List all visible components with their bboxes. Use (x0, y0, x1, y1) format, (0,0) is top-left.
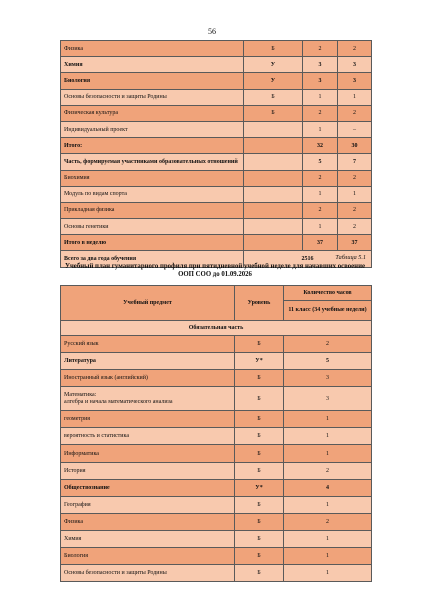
subject-name: Физика (61, 41, 244, 57)
table-row (61, 445, 372, 462)
hours-col-2: 3 (338, 73, 372, 89)
subject-name: Модуль по видам спорта (61, 186, 244, 202)
hours-col-1: 2 (303, 41, 338, 57)
subject-name: Основы безопасности и защиты Родины (61, 89, 244, 105)
subject-hours: 1 (284, 496, 372, 513)
hours-col-1: 1 (303, 121, 338, 137)
subject-name: Основы генетики (61, 219, 244, 235)
table-row (61, 462, 372, 479)
curriculum-table-continued (60, 40, 372, 268)
subject-name: Прикладная физика (61, 202, 244, 218)
subject-level: У (244, 57, 303, 73)
subject-level: Б (244, 89, 303, 105)
table-row (61, 105, 372, 121)
humanities-curriculum-table (60, 285, 372, 582)
subject-hours: 1 (284, 411, 372, 428)
table-row (61, 411, 372, 428)
subject-level: Б (235, 336, 284, 353)
hours-col-2: 30 (338, 138, 372, 154)
hours-col-2: 37 (338, 235, 372, 251)
hours-col-1: 32 (303, 138, 338, 154)
table2-header-row (61, 286, 372, 301)
table-row (61, 336, 372, 353)
subject-name: Химия (61, 530, 235, 547)
subject-level: Б (244, 41, 303, 57)
hours-col-2: 1 (338, 89, 372, 105)
subject-level: Б (235, 387, 284, 411)
subject-hours: 2 (284, 336, 372, 353)
table1-total-label: Всего за два года обучения (61, 251, 244, 267)
subject-hours: 1 (284, 530, 372, 547)
subject-name: Физика (61, 513, 235, 530)
hours-col-1: 5 (303, 154, 338, 170)
section-title: Обязательная часть (61, 321, 372, 336)
table-row (61, 154, 372, 170)
hours-col-1: 1 (303, 219, 338, 235)
table-row (61, 202, 372, 218)
header-hours: Количество часов (284, 286, 372, 301)
subject-hours: 2 (284, 462, 372, 479)
subject-hours: 3 (284, 370, 372, 387)
subject-name: Часть, формируемая участниками образовательных отношений (61, 154, 244, 170)
subject-level (244, 170, 303, 186)
table-row (61, 353, 372, 370)
hours-col-1: 2 (303, 105, 338, 121)
hours-col-2: – (338, 121, 372, 137)
subject-name: Биология (61, 73, 244, 89)
table-row (61, 530, 372, 547)
subject-name: География (61, 496, 235, 513)
subject-name: Информатика (61, 445, 235, 462)
table-row (61, 57, 372, 73)
subject-name: вероятность и статистика (61, 428, 235, 445)
table-row (61, 73, 372, 89)
subject-name: Иностранный язык (английский) (61, 370, 235, 387)
subject-level (244, 235, 303, 251)
header-class: 11 класс (34 учебные недели) (284, 301, 372, 321)
hours-col-2: 3 (338, 57, 372, 73)
table-row (61, 565, 372, 582)
table-caption: Учебный план гуманитарного профиля при пятидневной учебной неделе для начавших освоение ООП СОО до 01.09.2026 (64, 263, 366, 278)
subject-hours: 1 (284, 548, 372, 565)
table-row (61, 170, 372, 186)
subject-level: Б (235, 530, 284, 547)
header-subject: Учебный предмет (61, 286, 235, 321)
subject-level: Б (235, 370, 284, 387)
header-level: Уровень (235, 286, 284, 321)
subject-level (244, 186, 303, 202)
hours-col-2: 2 (338, 170, 372, 186)
hours-col-1: 1 (303, 186, 338, 202)
table-tag: Таблица 5.1 (335, 254, 366, 261)
subject-name: Итого в неделю (61, 235, 244, 251)
hours-col-1: 3 (303, 57, 338, 73)
table-row (61, 186, 372, 202)
subject-hours: 1 (284, 428, 372, 445)
subject-name: Физическая культура (61, 105, 244, 121)
hours-col-1: 2 (303, 202, 338, 218)
table-row (61, 428, 372, 445)
hours-col-2: 1 (338, 186, 372, 202)
hours-col-2: 2 (338, 105, 372, 121)
hours-col-1: 2 (303, 170, 338, 186)
subject-level: Б (235, 411, 284, 428)
subject-name-line-2: алгебра и начала математического анализа (64, 398, 173, 405)
hours-col-1: 37 (303, 235, 338, 251)
subject-name: Биохимия (61, 170, 244, 186)
hours-col-1: 3 (303, 73, 338, 89)
subject-name: История (61, 462, 235, 479)
table-row (61, 41, 372, 57)
subject-name (61, 387, 235, 411)
subject-level: Б (235, 565, 284, 582)
table-row (61, 138, 372, 154)
subject-name: Химия (61, 57, 244, 73)
subject-level (244, 202, 303, 218)
table-row (61, 387, 372, 411)
subject-level: У (244, 73, 303, 89)
table-row (61, 479, 372, 496)
subject-hours: 3 (284, 387, 372, 411)
subject-name: Обществознание (61, 479, 235, 496)
subject-level: У* (235, 479, 284, 496)
subject-name: Биология (61, 548, 235, 565)
table-row (61, 89, 372, 105)
table-row (61, 121, 372, 137)
subject-level (244, 219, 303, 235)
subject-hours: 1 (284, 445, 372, 462)
subject-name: Литература (61, 353, 235, 370)
subject-hours: 4 (284, 479, 372, 496)
subject-hours: 2 (284, 513, 372, 530)
hours-col-2: 2 (338, 219, 372, 235)
table1-total-value: 2516 (244, 251, 372, 267)
subject-hours: 5 (284, 353, 372, 370)
subject-level: Б (235, 496, 284, 513)
hours-col-2: 7 (338, 154, 372, 170)
table-row (61, 548, 372, 565)
subject-level: Б (235, 548, 284, 565)
subject-name: Основы безопасности и защиты Родины (61, 565, 235, 582)
subject-name: Русский язык (61, 336, 235, 353)
table-row (61, 235, 372, 251)
subject-level: Б (235, 445, 284, 462)
hours-col-2: 2 (338, 41, 372, 57)
subject-level (244, 154, 303, 170)
table-row (61, 496, 372, 513)
table-row (61, 219, 372, 235)
subject-level (244, 138, 303, 154)
subject-name: Индивидуальный проект (61, 121, 244, 137)
subject-name-line-1: Математика: (64, 391, 97, 398)
subject-hours: 1 (284, 565, 372, 582)
page-number: 56 (208, 27, 216, 36)
table2-section-row (61, 321, 372, 336)
hours-col-1: 1 (303, 89, 338, 105)
table-row (61, 370, 372, 387)
subject-level: Б (235, 462, 284, 479)
hours-col-2: 2 (338, 202, 372, 218)
subject-level: Б (244, 105, 303, 121)
table-row (61, 513, 372, 530)
subject-level: У* (235, 353, 284, 370)
subject-name: Итого: (61, 138, 244, 154)
subject-name: геометрия (61, 411, 235, 428)
subject-level: Б (235, 513, 284, 530)
subject-level (244, 121, 303, 137)
subject-level: Б (235, 428, 284, 445)
